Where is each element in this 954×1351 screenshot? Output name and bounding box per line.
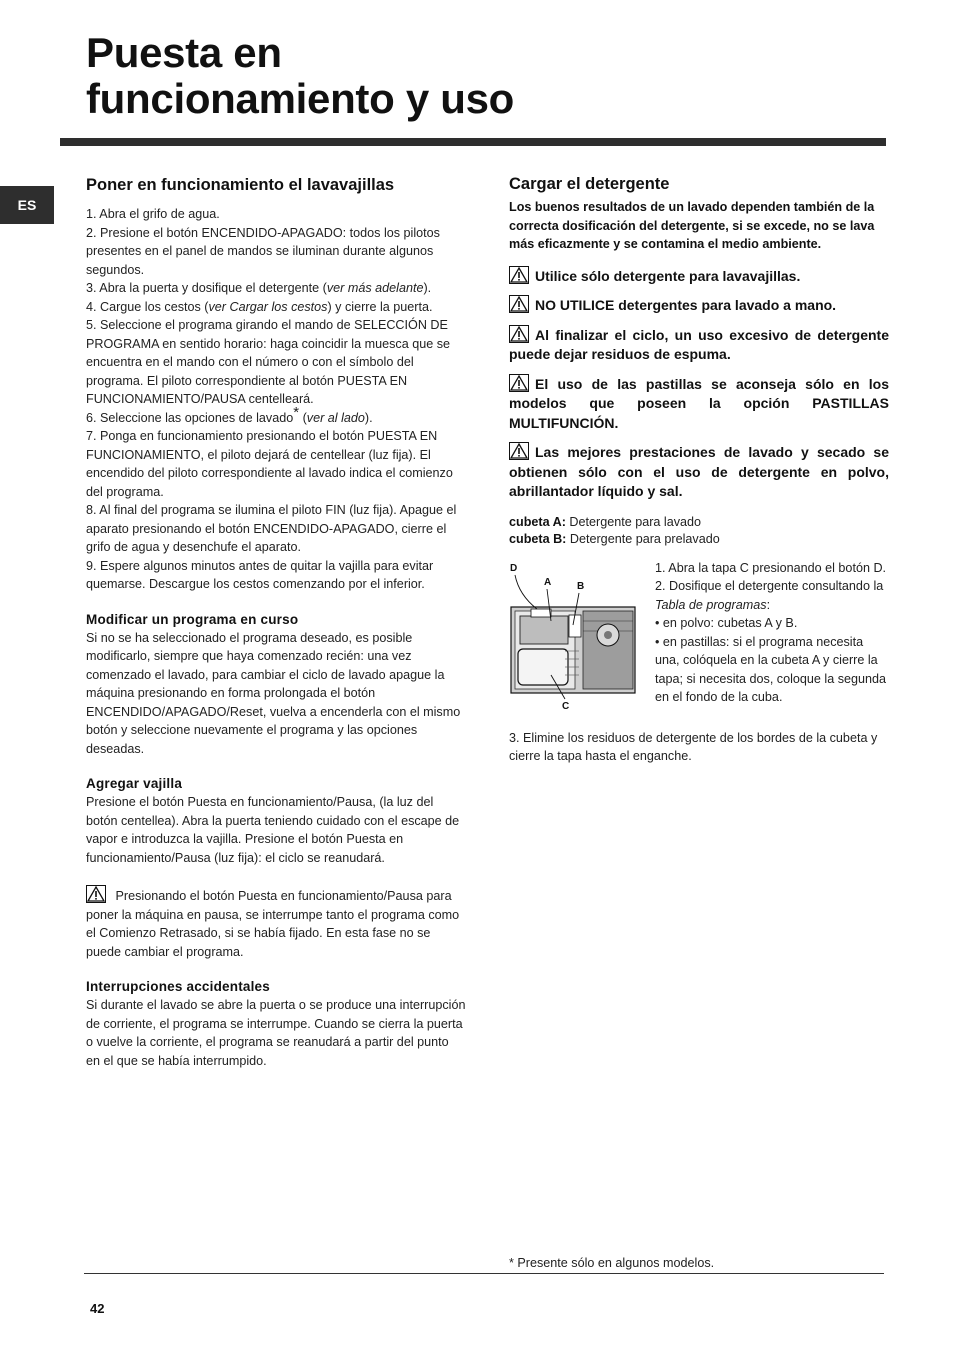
warning-icon <box>509 325 529 343</box>
detergent-dispenser-diagram <box>509 559 649 719</box>
warning-1: Utilice sólo detergente para lavavajillas. <box>509 266 889 287</box>
interrupt-text: Si durante el lavado se abre la puerta o se produce una interrupción de corriente, el programa se interrumpe. Cuando se cierra la puerta o vuelve la corriente, el programa se reanudará a partir del punto en el que se había interrumpido. <box>86 998 466 1068</box>
cubeta-b: cubeta B: Detergente para prelavado <box>509 532 720 546</box>
step-1: 1. Abra el grifo de agua. <box>86 207 220 221</box>
warning-4: El uso de las pastillas se aconseja sólo en los modelos que poseen la opción PASTILLAS MULTIFUNCIÓN. <box>509 375 889 431</box>
title-divider <box>60 138 886 146</box>
instr-1: 1. Abra la tapa C presionando el botón D. <box>655 560 887 575</box>
modify-text: Si no se ha seleccionado el programa deseado, es posible modificarlo, siempre que haya comenzado recién: una vez comenzado el lavado, para cambiar el ciclo de lavado apague la máquina presionando en forma prolongada el botón ENCENDIDO/APAGADO/Reset, vuelva a encenderla con el mismo botón y seleccione nuevamente el programa y las opciones deseadas. <box>86 630 461 756</box>
step-3: 3. Abra la puerta y dosifique el detergente (ver más adelante). <box>86 281 432 295</box>
interrupt-section <box>86 979 466 1070</box>
footnote: * Presente sólo en algunos modelos. <box>509 1256 715 1270</box>
footer-divider <box>84 1273 884 1274</box>
add-heading: Agregar vajilla <box>86 776 183 791</box>
label-c: C <box>562 700 570 712</box>
warning-2: NO UTILICE detergentes para lavado a mano. <box>509 295 889 316</box>
step-2: 2. Presione el botón ENCENDIDO-APAGADO: todos los pilotos presentes en el panel de mandos se iluminan durante algunos segundos. <box>86 225 440 277</box>
instr-powder: • en polvo: cubetas A y B. <box>655 616 798 630</box>
dispenser-area <box>509 559 889 729</box>
add-warning: Presionando el botón Puesta en funcionamiento/Pausa para poner la máquina en pausa, se interrumpe tanto el programa como el Comienzo Retrasado, si se había fijado. En esta fase no se puede cambiar el programa. <box>86 885 466 961</box>
modify-heading: Modificar un programa en curso <box>86 611 299 627</box>
instr-2-ref: Tabla de programas <box>655 597 767 612</box>
step-6: 6. Seleccione las opciones de lavado* (ver al lado). <box>86 403 373 425</box>
warning-icon <box>509 295 529 313</box>
label-a: A <box>544 576 552 588</box>
step-4-ref: ver Cargar los cestos <box>208 299 328 314</box>
start-steps <box>86 205 466 594</box>
left-column <box>86 176 466 1070</box>
dispenser-instructions <box>655 559 889 707</box>
instr-2: 2. Dosifique el detergente consultando la Tabla de programas: <box>655 579 884 612</box>
warning-icon <box>86 885 106 903</box>
step-9: 9. Espere algunos minutos antes de quitar la vajilla para evitar quemarse. Descargue los cestos comenzando por el inferior. <box>86 558 434 591</box>
step-5: 5. Seleccione el programa girando el mando de SELECCIÓN DE PROGRAMA en sentido horario: haga coincidir la muesca que se encuentra en el mando con el número o con el símbolo del programa. El piloto correspondiente al botón PUESTA EN FUNCIONAMIENTO/PAUSA centelleará. <box>86 318 451 406</box>
warning-icon <box>509 374 529 392</box>
label-d: D <box>510 562 518 574</box>
label-b: B <box>577 580 585 592</box>
modify-section <box>86 612 466 759</box>
page-title-line-2: funcionamiento y uso <box>86 75 515 122</box>
asterisk-mark: * <box>293 403 300 421</box>
language-tab: ES <box>0 186 54 224</box>
start-heading: Poner en funcionamiento el lavavajillas <box>86 176 395 194</box>
page-number: 42 <box>90 1301 105 1316</box>
add-section <box>86 776 466 961</box>
detergent-intro: Los buenos resultados de un lavado dependen también de la correcta dosificación del detergente, si se excede, no se lava más eficazmente y se contamina el medio ambiente. <box>509 200 875 251</box>
instr-tablets: • en pastillas: si el programa necesita una, colóquela en la cubeta A y cierre la tapa; si necesita dos, coloque la segunda en el fondo de la cuba. <box>655 634 887 704</box>
warning-icon <box>509 442 529 460</box>
step-6-ref: ver al lado <box>306 410 365 425</box>
cubeta-a: cubeta A: Detergente para lavado <box>509 514 702 529</box>
warning-icon <box>509 266 529 284</box>
page-title-line-1: Puesta en <box>86 29 282 76</box>
step-3-ref: ver más adelante <box>326 281 424 295</box>
right-column <box>509 175 889 766</box>
warning-3: Al finalizar el ciclo, un uso excesivo de detergente puede dejar residuos de espuma. <box>509 326 889 362</box>
warning-5: Las mejores prestaciones de lavado y secado se obtienen sólo con el uso de detergente en polvo, abrillantador líquido y sal. <box>509 444 889 499</box>
add-text: Presione el botón Puesta en funcionamiento/Pausa, (la luz del botón centellea). Abra la puerta teniendo cuidado con el escape de vapor e introduzca la vajilla. Presione el botón Puesta en funcionamiento/Pausa (luz fija): el ciclo se reanudará. <box>86 795 460 865</box>
detergent-heading: Cargar el detergente <box>509 175 670 193</box>
instr-3: 3. Elimine los residuos de detergente de los bordes de la cubeta y cierre la tapa hasta el enganche. <box>509 730 878 763</box>
step-7: 7. Ponga en funcionamiento presionando el botón PUESTA EN FUNCIONAMIENTO, el piloto dejará de centellear (luz fija). El encendido del piloto correspondiente al lavado indica el comienzo del programa. <box>86 429 453 499</box>
interrupt-heading: Interrupciones accidentales <box>86 979 270 994</box>
step-4: 4. Cargue los cestos (ver Cargar los cestos) y cierre la puerta. <box>86 299 433 314</box>
page-title <box>86 30 514 122</box>
step-8: 8. Al final del programa se ilumina el piloto FIN (luz fija). Apague el aparato presionando el botón ENCENDIDO-APAGADO, cierre el grifo de agua y desenchufe el aparato. <box>86 503 457 554</box>
